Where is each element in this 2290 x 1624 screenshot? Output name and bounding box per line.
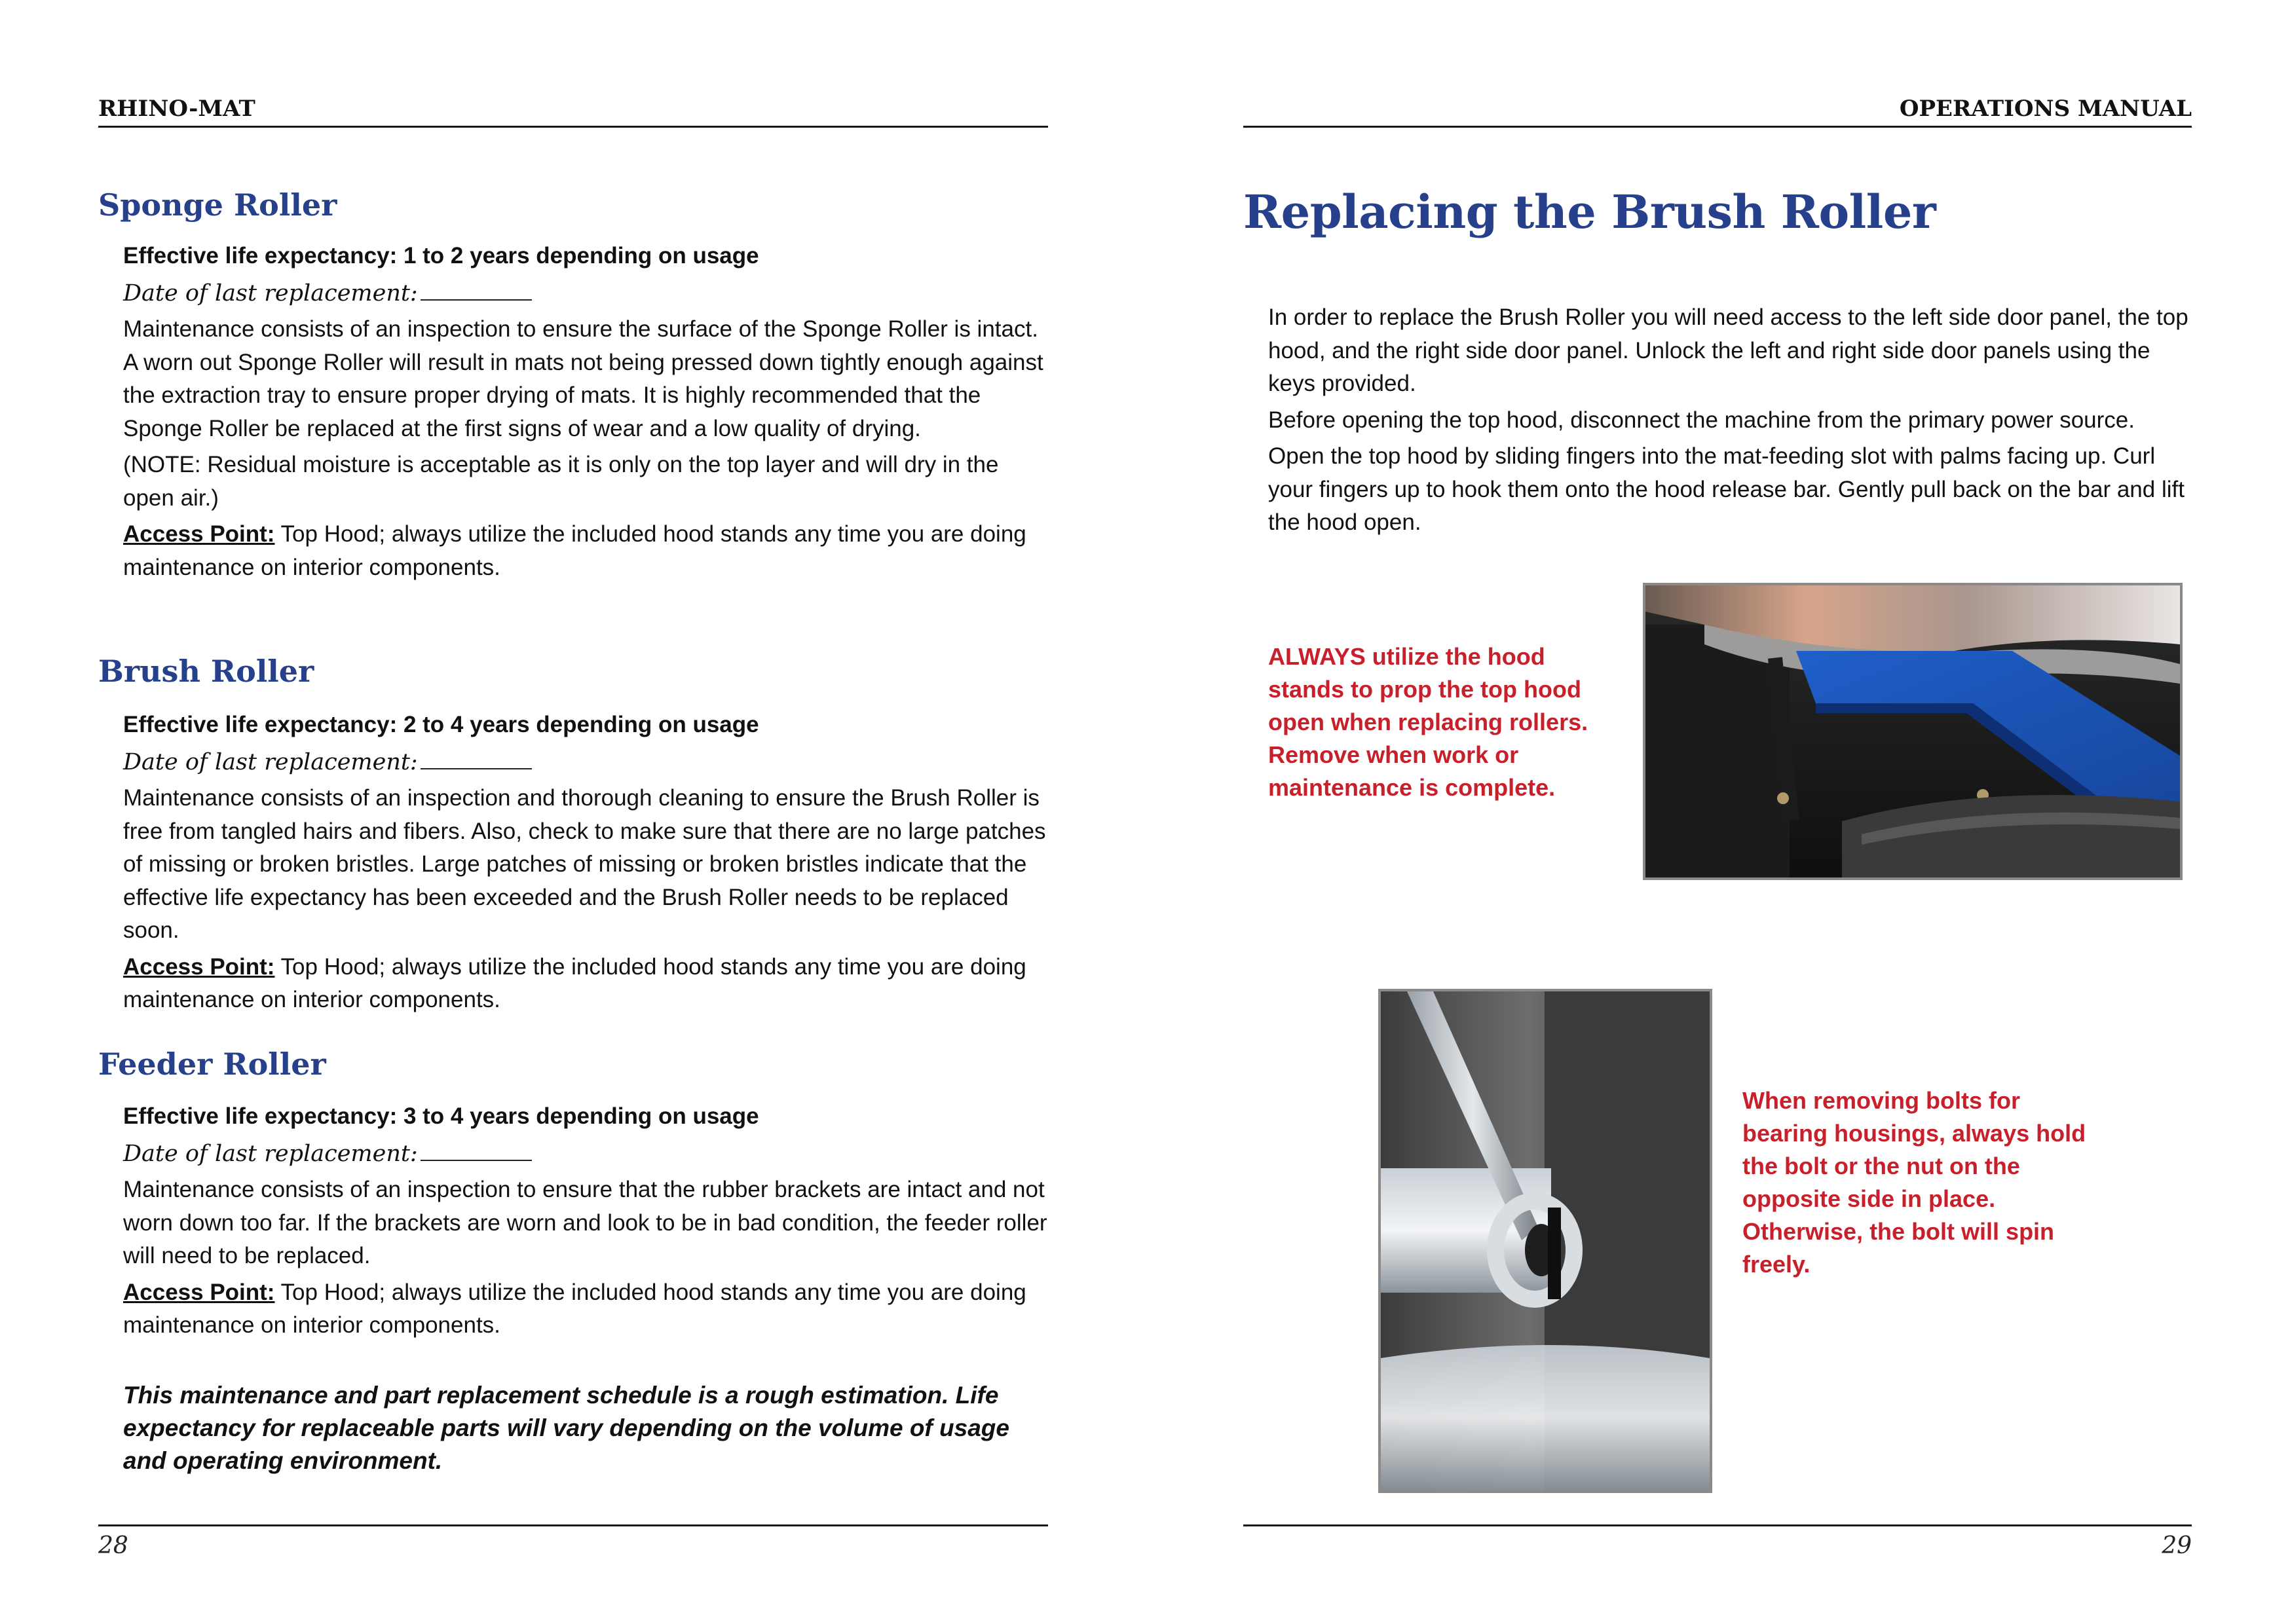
maintenance-paragraph: Maintenance consists of an inspection to ensure that the rubber brackets are intact and not worn down too far. If the brackets are worn and look to be in bad condition, the feeder roller will need to be replaced. [123, 1177, 1047, 1268]
life-expectancy: Effective life expectancy: 2 to 4 years depending on usage [123, 712, 759, 737]
maintenance-paragraph: Maintenance consists of an inspection to ensure the surface of the Sponge Roller is intact. A worn out Sponge Roller will result in mats not being pressed down tightly enough against the extraction tray to ensure proper drying of mats. It is highly recommended that the Sponge Roller be replaced at the first signs of wear and a low quality of drying. [123, 316, 1043, 441]
footer-rule-left [98, 1524, 1048, 1526]
section-body-brush-roller [123, 709, 1048, 1020]
section-title-brush-roller: Brush Roller [98, 654, 314, 689]
intro-paragraph-hood: Open the top hood by sliding fingers into the mat-feeding slot with palms facing up. Curl your fingers up to hook them onto the hood release bar. Gently pull back on the bar and lift the hood open. [1268, 443, 2185, 535]
left-page [98, 0, 1048, 1624]
access-point-text: Top Hood; always utilize the included hood stands any time you are doing maintenance on interior components. [123, 1279, 1026, 1338]
section-title-feeder-roller: Feeder Roller [98, 1046, 326, 1082]
warning-bearing-bolts: When removing bolts for bearing housings, always hold the bolt or the nut on the opposite side in place. Otherwise, the bolt will spin freely. [1742, 1087, 2086, 1278]
bearing-bolt-photo [1378, 989, 1712, 1493]
access-point-label: Access Point: [123, 521, 275, 547]
wrench-bolt-image [1381, 991, 1710, 1490]
access-point [123, 1276, 1048, 1342]
date-label: Date of last replacement: [123, 1140, 418, 1167]
right-page [1243, 0, 2192, 1624]
hood-stand-photo [1643, 583, 2183, 880]
date-of-last-replacement [123, 746, 1048, 779]
page-title: Replacing the Brush Roller [1243, 185, 1936, 239]
intro-text [1268, 301, 2192, 543]
date-blank-line [421, 1140, 532, 1161]
access-point-label: Access Point: [123, 953, 275, 980]
footer-rule-right [1243, 1524, 2192, 1526]
date-blank-line [421, 280, 532, 301]
note-paragraph: (NOTE: Residual moisture is acceptable as it is only on the top layer and will dry in the open air.) [123, 452, 999, 511]
access-point-text: Top Hood; always utilize the included hood stands any time you are doing maintenance on interior components. [123, 521, 1026, 580]
access-point [123, 951, 1048, 1017]
life-expectancy: Effective life expectancy: 1 to 2 years depending on usage [123, 243, 759, 268]
intro-paragraph-power: Before opening the top hood, disconnect the machine from the primary power source. [1268, 407, 2135, 433]
date-of-last-replacement [123, 277, 1048, 310]
date-label: Date of last replacement: [123, 280, 418, 306]
closing-note: This maintenance and part replacement schedule is a rough estimation. Life expectancy for replaceable parts will vary depending on the volume of usage and operating environment. [123, 1382, 1009, 1474]
running-header-right: OPERATIONS MANUAL [1243, 96, 2192, 128]
access-point [123, 518, 1048, 584]
page-number-left: 28 [98, 1532, 128, 1559]
warning-hood-stands: ALWAYS utilize the hood stands to prop the top hood open when replacing rollers. Remove when work or maintenance is complete. [1268, 643, 1588, 801]
maintenance-paragraph: Maintenance consists of an inspection and thorough cleaning to ensure the Brush Roller is free from tangled hairs and fibers. Also, check to make sure that there are no large patches of missing or broken bristles. Large patches of missing or broken bristles indicate that the effective life expectancy has been exceeded and the Brush Roller needs to be replaced soon. [123, 785, 1046, 943]
section-body-feeder-roller [123, 1100, 1048, 1346]
intro-paragraph-access: In order to replace the Brush Roller you will need access to the left side door panel, the top hood, and the right side door panel. Unlock the left and right side door panels using the keys provided. [1268, 304, 2188, 396]
access-point-text: Top Hood; always utilize the included hood stands any time you are doing maintenance on interior components. [123, 953, 1026, 1012]
section-title-sponge-roller: Sponge Roller [98, 187, 337, 223]
access-point-label: Access Point: [123, 1279, 275, 1305]
date-label: Date of last replacement: [123, 748, 418, 775]
running-header-left: RHINO-MAT [98, 96, 1048, 128]
date-of-last-replacement [123, 1137, 1048, 1171]
life-expectancy: Effective life expectancy: 3 to 4 years depending on usage [123, 1103, 759, 1129]
section-body-sponge-roller [123, 240, 1048, 587]
page-number-right: 29 [2162, 1532, 2192, 1559]
hood-stand-image [1645, 585, 2180, 877]
date-blank-line [421, 748, 532, 769]
